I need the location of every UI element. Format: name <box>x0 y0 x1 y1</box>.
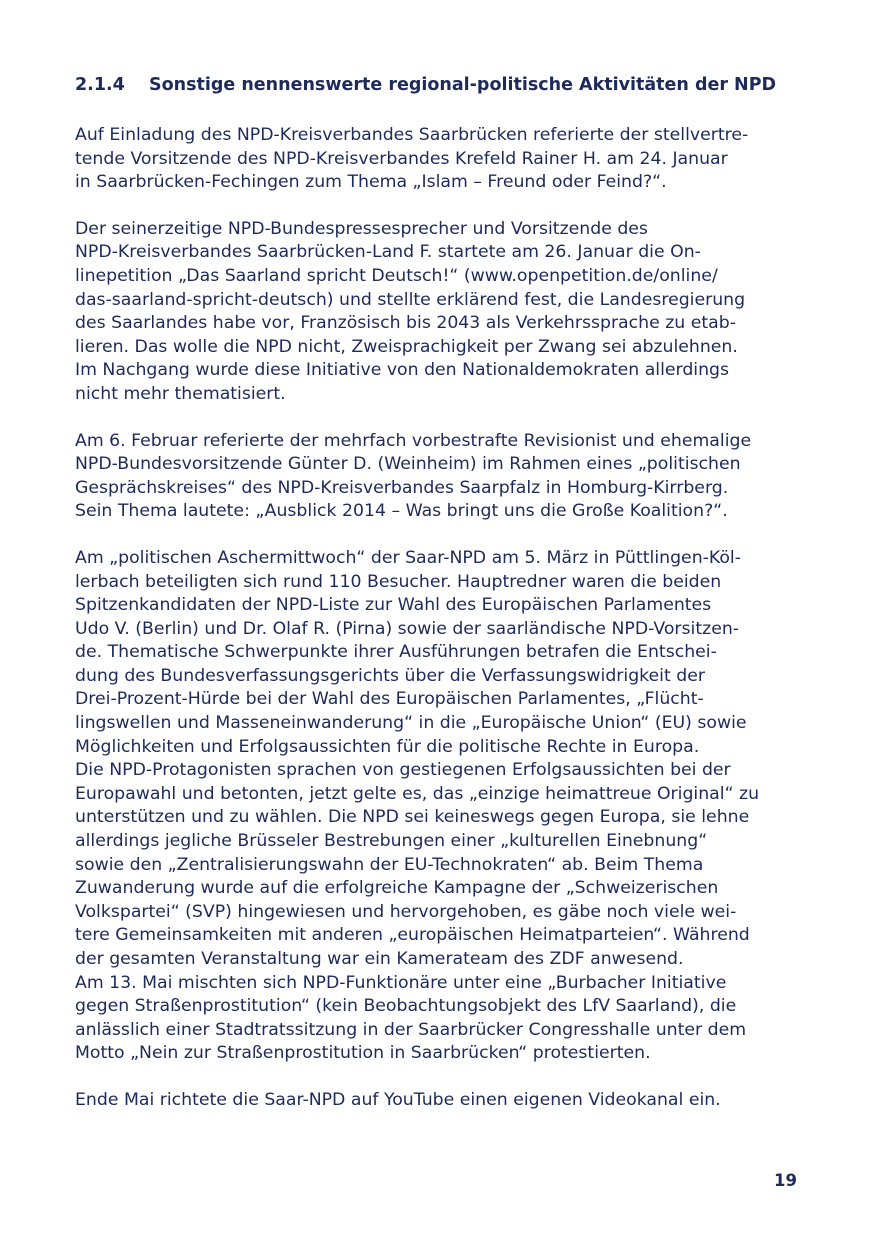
text-line: Gesprächskreises“ des NPD-Kreisverbandes Saarpfalz in Homburg-Kirrberg. <box>75 477 729 498</box>
text-line: linepetition „Das Saarland spricht Deutsch!“ (www.openpetition.de/online/ <box>75 265 718 286</box>
text-line: in Saarbrücken-Fechingen zum Thema „Islam – Freund oder Feind?“. <box>75 172 667 193</box>
text-line: Am „politischen Aschermittwoch“ der Saar-NPD am 5. März in Püttlingen-Köl- <box>75 547 741 568</box>
document-page <box>75 73 797 1136</box>
text-line: das-saarland-spricht-deutsch) und stellte erklärend fest, die Landesregierung <box>75 289 746 310</box>
text-line: Ende Mai richtete die Saar-NPD auf YouTube einen eigenen Videokanal ein. <box>75 1089 721 1110</box>
body-text <box>75 124 797 1113</box>
text-line: tere Gemeinsamkeiten mit anderen „europäischen Heimatparteien“. Während <box>75 925 750 946</box>
text-line: Zuwanderung wurde auf die erfolgreiche Kampagne der „Schweizerischen <box>75 878 719 899</box>
section-title: Sonstige nennenswerte regional-politische Aktivitäten der NPD <box>149 75 777 95</box>
text-line: Sein Thema lautete: „Ausblick 2014 – Was bringt uns die Große Koalition?“. <box>75 501 728 522</box>
text-line: lerbach beteiligten sich rund 110 Besucher. Hauptredner waren die beiden <box>75 571 722 592</box>
text-line: Am 6. Februar referierte der mehrfach vorbestrafte Revisionist und ehemalige <box>75 430 752 451</box>
text-line: de. Thematische Schwerpunkte ihrer Ausführungen betrafen die Entschei- <box>75 642 717 663</box>
text-line: Europawahl und betonten, jetzt gelte es, das „einzige heimattreue Original“ zu <box>75 783 760 804</box>
text-line: allerdings jegliche Brüsseler Bestrebungen einer „kulturellen Einebnung“ <box>75 831 708 852</box>
paragraph-4 <box>75 547 797 1066</box>
text-line: tende Vorsitzende des NPD-Kreisverbandes Krefeld Rainer H. am 24. Januar <box>75 148 728 169</box>
text-line: lieren. Das wolle die NPD nicht, Zweisprachigkeit per Zwang sei abzulehnen. <box>75 336 738 357</box>
text-line: Möglichkeiten und Erfolgsaussichten für die politische Rechte in Europa. <box>75 736 700 757</box>
text-line: dung des Bundesverfassungsgerichts über die Verfassungswidrigkeit der <box>75 665 705 686</box>
text-line: Volkspartei“ (SVP) hingewiesen und hervorgehoben, es gäbe noch viele wei- <box>75 901 737 922</box>
paragraph-1 <box>75 124 797 195</box>
text-line: NPD-Kreisverbandes Saarbrücken-Land F. startete am 26. Januar die On- <box>75 242 701 263</box>
text-line: Am 13. Mai mischten sich NPD-Funktionäre unter eine „Burbacher Initiative <box>75 972 727 993</box>
text-line: unterstützen und zu wählen. Die NPD sei keineswegs gegen Europa, sie lehne <box>75 807 750 828</box>
text-line: Motto „Nein zur Straßenprostitution in Saarbrücken“ protestierten. <box>75 1043 651 1064</box>
text-line: Auf Einladung des NPD-Kreisverbandes Saarbrücken referierte der stellvertre- <box>75 125 749 145</box>
text-line: NPD-Bundesvorsitzende Günter D. (Weinheim) im Rahmen eines „politischen <box>75 454 741 475</box>
text-line: Der seinerzeitige NPD-Bundespressesprecher und Vorsitzende des <box>75 218 648 239</box>
text-line: sowie den „Zentralisierungswahn der EU-Technokraten“ ab. Beim Thema <box>75 854 704 875</box>
text-line: Udo V. (Berlin) und Dr. Olaf R. (Pirna) sowie der saarländische NPD-Vorsitzen- <box>75 618 740 639</box>
section-heading <box>75 73 797 97</box>
text-line: Im Nachgang wurde diese Initiative von den Nationaldemokraten allerdings <box>75 360 730 381</box>
text-line: der gesamten Veranstaltung war ein Kamerateam des ZDF anwesend. <box>75 949 684 969</box>
text-line: anlässlich einer Stadtratssitzung in der Saarbrücker Congresshalle unter dem <box>75 1019 747 1040</box>
paragraph-2 <box>75 218 797 407</box>
paragraph-5 <box>75 1089 797 1113</box>
text-line: Die NPD-Protagonisten sprachen von gestiegenen Erfolgsaussichten bei der <box>75 760 731 781</box>
text-line: Drei-Prozent-Hürde bei der Wahl des Europäischen Parlamentes, „Flücht- <box>75 689 704 710</box>
paragraph-3 <box>75 430 797 524</box>
section-number: 2.1.4 <box>75 75 125 95</box>
page-number: 19 <box>774 1171 797 1190</box>
text-line: lingswellen und Masseneinwanderung“ in die „Europäische Union“ (EU) sowie <box>75 713 747 734</box>
text-line: Spitzenkandidaten der NPD-Liste zur Wahl des Europäischen Parlamentes <box>75 595 712 616</box>
text-line: nicht mehr thematisiert. <box>75 383 286 404</box>
text-line: des Saarlandes habe vor, Französisch bis 2043 als Verkehrssprache zu etab- <box>75 313 736 334</box>
text-line: gegen Straßenprostitution“ (kein Beobachtungsobjekt des LfV Saarland), die <box>75 996 737 1017</box>
